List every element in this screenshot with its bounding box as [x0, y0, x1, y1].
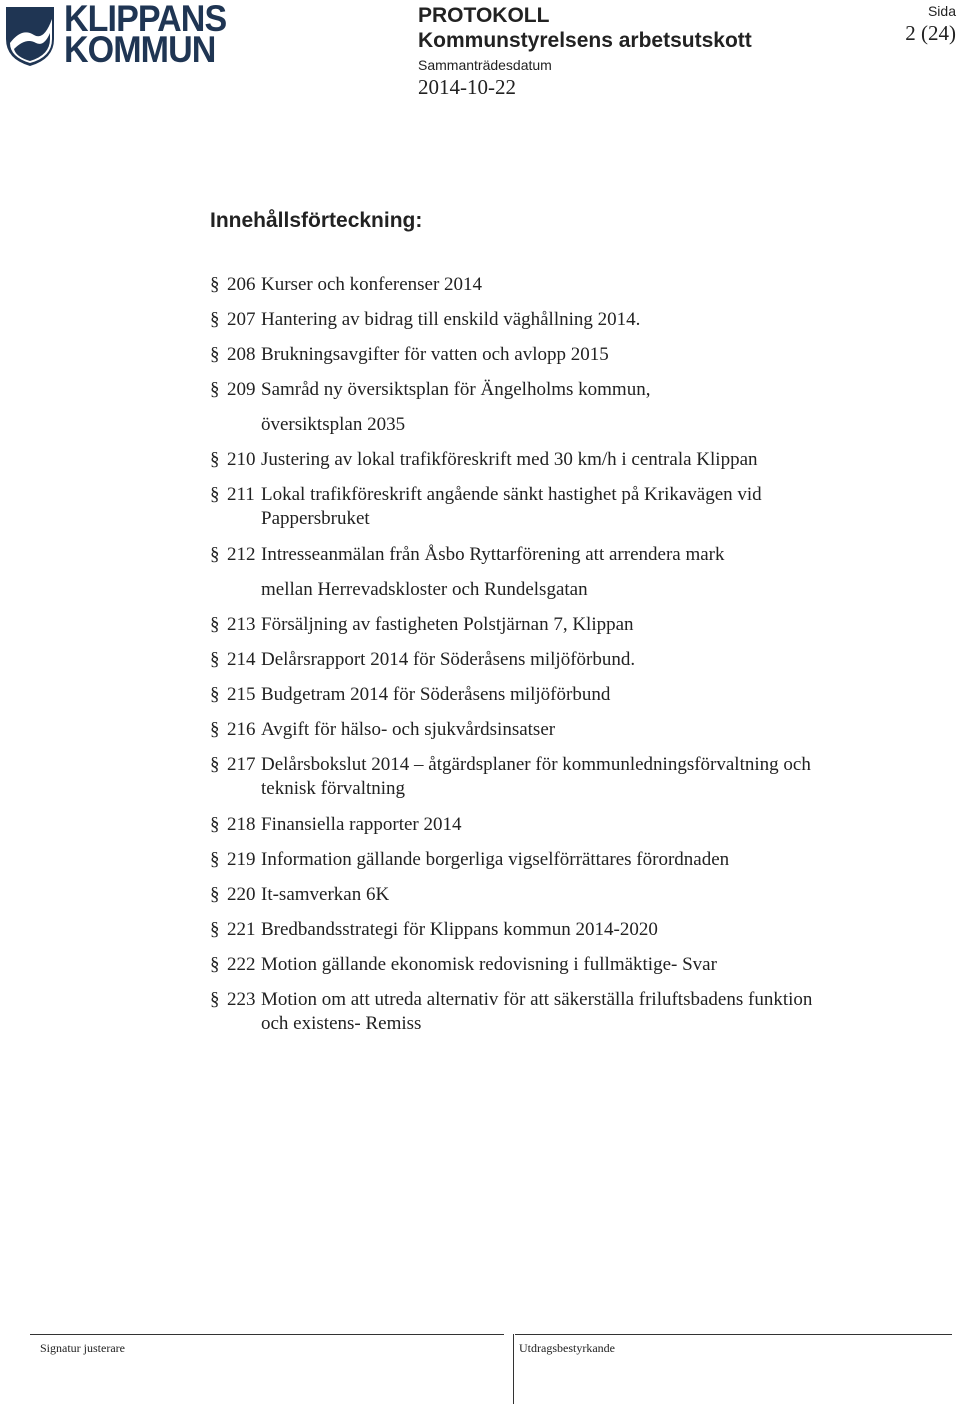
paragraph-sign: §: [210, 954, 220, 975]
toc-item-title: Samråd ny översiktsplan för Ängelholms kommun,: [261, 379, 651, 400]
toc-item-title-continued: översiktsplan 2035: [261, 414, 406, 435]
toc-item-title: Delårsbokslut 2014 – åtgärdsplaner för kommunledningsförvaltning och: [261, 754, 811, 775]
toc-item-number: 222: [227, 954, 256, 975]
certification-label: Utdragsbestyrkande: [519, 1341, 615, 1355]
footer-vertical-divider: [513, 1334, 514, 1404]
toc-item-title: Brukningsavgifter för vatten och avlopp 2015: [261, 344, 609, 365]
toc-item-number: 210: [227, 449, 256, 470]
toc-item-number: 209: [227, 379, 256, 400]
page-label: Sida: [927, 3, 956, 19]
page-number: 2 (24): [905, 21, 956, 45]
paragraph-sign: §: [210, 379, 220, 400]
paragraph-sign: §: [210, 754, 220, 775]
toc-item-number: 212: [227, 544, 256, 565]
paragraph-sign: §: [210, 814, 220, 835]
toc-item-number: 220: [227, 884, 256, 905]
paragraph-sign: §: [210, 344, 220, 365]
toc-item-number: 211: [227, 484, 255, 505]
toc-item-title: Hantering av bidrag till enskild väghållning 2014.: [261, 309, 641, 330]
toc-item-number: 217: [227, 754, 256, 775]
footer-divider-left: [30, 1334, 504, 1335]
footer-divider-right: [515, 1334, 952, 1335]
paragraph-sign: §: [210, 989, 220, 1010]
paragraph-sign: §: [210, 649, 220, 670]
paragraph-sign: §: [210, 884, 220, 905]
toc-item-title: Finansiella rapporter 2014: [261, 814, 462, 835]
toc-item-number: 207: [227, 309, 256, 330]
toc-item-number: 216: [227, 719, 256, 740]
toc-item-title-continued: teknisk förvaltning: [261, 778, 406, 799]
meeting-date: 2014-10-22: [418, 75, 516, 99]
toc-item-title-continued: mellan Herrevadskloster och Rundelsgatan: [261, 579, 588, 600]
toc-item-number: 206: [227, 274, 256, 295]
toc-item-title: Information gällande borgerliga vigselförrättares förordnaden: [261, 849, 730, 870]
toc-item-title: Avgift för hälso- och sjukvårdsinsatser: [261, 719, 556, 740]
paragraph-sign: §: [210, 309, 220, 330]
paragraph-sign: §: [210, 449, 220, 470]
toc-item-title: Kurser och konferenser 2014: [261, 274, 483, 295]
logo-line-2: KOMMUN: [64, 29, 216, 70]
toc-item-number: 214: [227, 649, 256, 670]
toc-item-title: Delårsrapport 2014 för Söderåsens miljöförbund.: [261, 649, 636, 670]
toc-item-title: Justering av lokal trafikföreskrift med 30 km/h i centrala Klippan: [261, 449, 758, 470]
toc-item-title-continued: och existens- Remiss: [261, 1013, 422, 1034]
toc-item-number: 208: [227, 344, 256, 365]
toc-heading: Innehållsförteckning:: [210, 209, 423, 232]
paragraph-sign: §: [210, 614, 220, 635]
paragraph-sign: §: [210, 274, 220, 295]
toc-item-title: Budgetram 2014 för Söderåsens miljöförbund: [261, 684, 611, 705]
signature-label: Signatur justerare: [40, 1341, 125, 1355]
paragraph-sign: §: [210, 544, 220, 565]
toc-item-number: 221: [227, 919, 256, 940]
toc-item-title: Lokal trafikföreskrift angående sänkt hastighet på Krikavägen vid: [261, 484, 762, 505]
toc-item-number: 215: [227, 684, 256, 705]
toc-item-title-continued: Pappersbruket: [261, 508, 370, 529]
toc-item-title: Bredbandsstrategi för Klippans kommun 2014-2020: [261, 919, 658, 940]
paragraph-sign: §: [210, 684, 220, 705]
paragraph-sign: §: [210, 484, 220, 505]
toc-item-title: It-samverkan 6K: [261, 884, 390, 905]
committee-name: Kommunstyrelsens arbetsutskott: [418, 29, 752, 52]
toc-item-number: 213: [227, 614, 256, 635]
toc-item-number: 219: [227, 849, 256, 870]
paragraph-sign: §: [210, 719, 220, 740]
toc-item-title: Motion om att utreda alternativ för att säkerställa friluftsbadens funktion: [261, 989, 813, 1010]
toc-item-title: Intresseanmälan från Åsbo Ryttarförening att arrendera mark: [261, 544, 725, 565]
paragraph-sign: §: [210, 849, 220, 870]
toc-item-number: 218: [227, 814, 256, 835]
toc-item-title: Försäljning av fastigheten Polstjärnan 7, Klippan: [261, 614, 634, 635]
meeting-date-label: Sammanträdesdatum: [418, 57, 552, 73]
document-title: PROTOKOLL: [418, 4, 550, 27]
paragraph-sign: §: [210, 919, 220, 940]
toc-item-title: Motion gällande ekonomisk redovisning i fullmäktige- Svar: [261, 954, 717, 975]
logo-line-1: KLIPPANS: [64, 0, 227, 39]
toc-item-number: 223: [227, 989, 256, 1010]
